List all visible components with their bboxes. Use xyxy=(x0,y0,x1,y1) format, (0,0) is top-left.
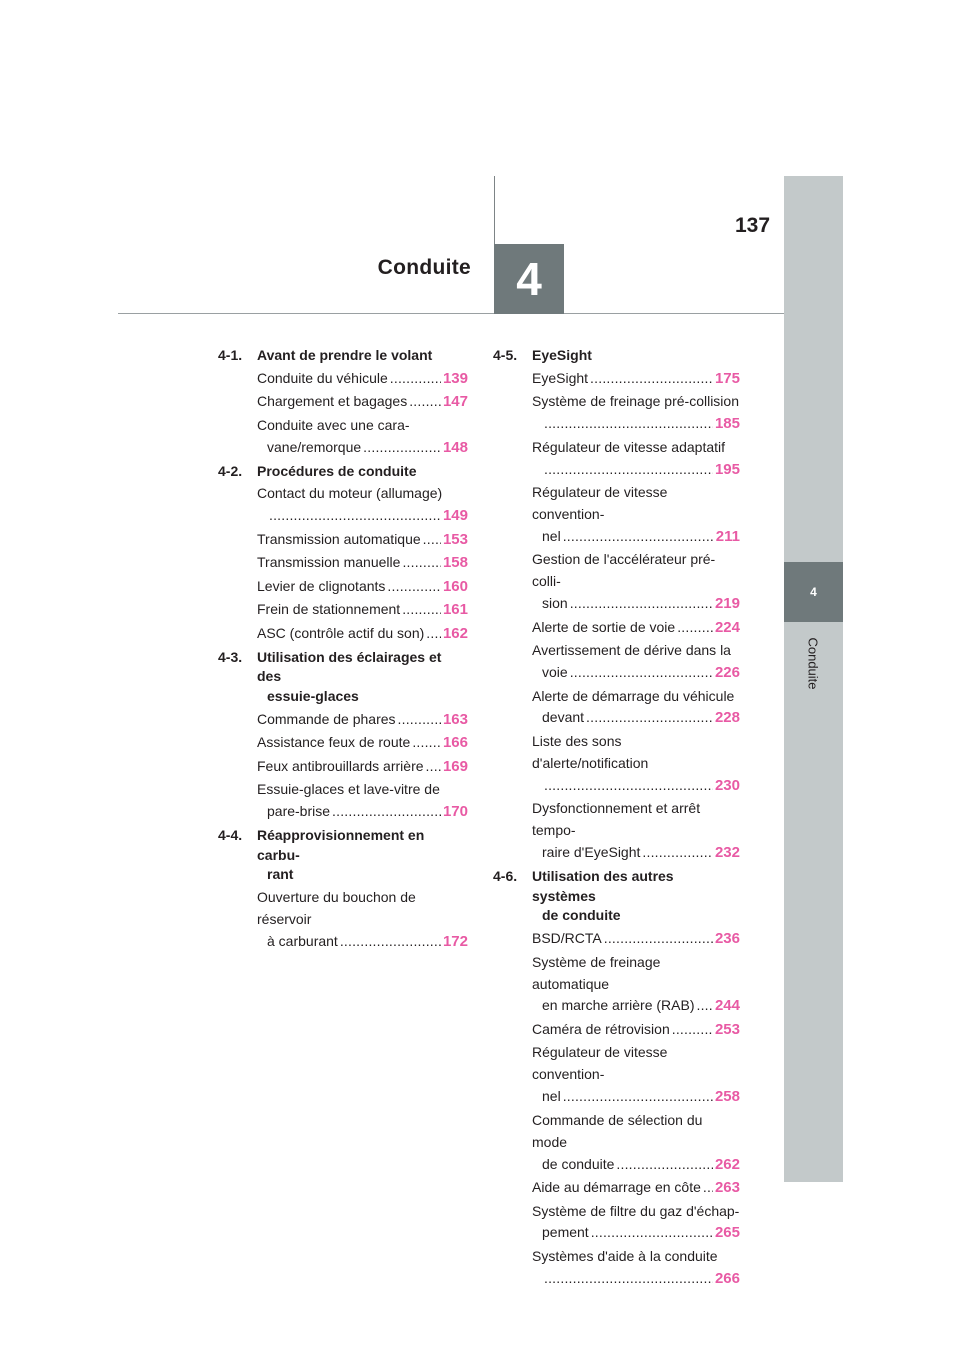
side-tab-number: 4 xyxy=(810,585,817,599)
page-reference-link[interactable]: 244 xyxy=(714,997,740,1015)
entry-title-line: Commande de sélection du mode xyxy=(532,1111,703,1150)
section-number: 4-3. xyxy=(218,648,243,665)
entry-leader-line xyxy=(257,756,468,778)
entry-title-line: Transmission automatique xyxy=(257,530,421,547)
toc-left-column xyxy=(218,346,468,954)
section-title xyxy=(257,826,468,885)
entry-leader-line xyxy=(532,1086,740,1108)
section-number: 4-1. xyxy=(218,347,243,363)
entry-leader-line xyxy=(257,801,468,823)
toc-entry[interactable] xyxy=(532,928,740,950)
entry-leader-line xyxy=(257,368,468,390)
dot-leader xyxy=(642,842,713,864)
entry-title-line: Régulateur de vitesse convention- xyxy=(532,1044,668,1083)
entry-title-line: à carburant xyxy=(267,932,338,949)
page-reference-link[interactable]: 226 xyxy=(714,664,740,682)
section-title-line: essuie-glaces xyxy=(267,687,359,704)
dot-leader xyxy=(590,368,713,390)
entry-title-line: Assistance feux de route xyxy=(257,734,411,751)
entry-leader-line xyxy=(257,552,468,574)
toc-entry[interactable] xyxy=(532,1110,740,1176)
dot-leader xyxy=(340,931,441,953)
dot-leader xyxy=(409,391,441,413)
toc-entry[interactable] xyxy=(532,1019,740,1041)
toc-entry[interactable] xyxy=(257,552,468,574)
entry-leader-line xyxy=(257,732,468,754)
dot-leader xyxy=(412,732,441,754)
entry-title-line: Frein de stationnement xyxy=(257,601,401,618)
entry-leader-line xyxy=(532,617,740,639)
toc-entry[interactable] xyxy=(257,623,468,645)
entry-leader-line xyxy=(257,931,468,953)
dot-leader xyxy=(544,775,713,797)
entry-title-line: Conduite du véhicule xyxy=(257,369,388,386)
toc-entry[interactable] xyxy=(532,640,740,684)
page-reference-link[interactable]: 224 xyxy=(714,618,740,636)
entry-title-line: ASC (contrôle actif du son) xyxy=(257,624,425,641)
toc-entry[interactable] xyxy=(257,576,468,598)
chapter-number: 4 xyxy=(516,253,542,305)
toc-entry[interactable] xyxy=(532,798,740,864)
dot-leader xyxy=(604,928,713,950)
page-reference-link[interactable]: 195 xyxy=(714,460,740,478)
dot-leader xyxy=(616,1154,713,1176)
entry-leader-line xyxy=(532,368,740,390)
entry-title-line: sion xyxy=(542,595,568,612)
entry-title-line: Caméra de rétrovision xyxy=(532,1020,670,1037)
page-reference-link[interactable]: 170 xyxy=(442,803,468,821)
entry-title-line: Contact du moteur (allumage) xyxy=(257,485,443,502)
section-title-line: Avant de prendre le volant xyxy=(257,347,433,363)
dot-leader xyxy=(703,1177,713,1199)
page-reference-link[interactable]: 185 xyxy=(714,415,740,433)
toc-entry[interactable] xyxy=(257,887,468,953)
toc-entry[interactable] xyxy=(532,1246,740,1290)
page-reference-link[interactable]: 149 xyxy=(442,507,468,525)
page-reference-link[interactable]: 163 xyxy=(442,710,468,728)
toc-entry[interactable] xyxy=(532,1177,740,1199)
entry-leader-line xyxy=(532,707,740,729)
section-title xyxy=(257,346,468,366)
dot-leader xyxy=(423,529,441,551)
toc-entry[interactable] xyxy=(257,756,468,778)
section-title xyxy=(532,346,740,366)
toc-entry[interactable] xyxy=(257,709,468,731)
entry-title-line: Gestion de l'accélérateur pré-colli- xyxy=(532,551,716,590)
toc-entry[interactable] xyxy=(532,731,740,797)
page-number: 137 xyxy=(735,214,771,237)
section-title-line: Réapprovisionnement en carbu- xyxy=(257,826,425,863)
entry-leader-line xyxy=(532,1268,740,1290)
dot-leader xyxy=(544,1268,713,1290)
entry-leader-line xyxy=(532,459,740,481)
dot-leader xyxy=(363,437,441,459)
entry-leader-line xyxy=(532,1019,740,1041)
toc-entry[interactable] xyxy=(532,549,740,615)
page-reference-link[interactable]: 265 xyxy=(714,1224,740,1242)
dot-leader xyxy=(426,756,441,778)
entry-leader-line xyxy=(532,1177,740,1199)
header-vertical-rule xyxy=(494,176,495,246)
toc-entry[interactable] xyxy=(257,391,468,413)
page-reference-link[interactable]: 169 xyxy=(442,757,468,775)
toc-section[interactable] xyxy=(218,826,468,885)
page-reference-link[interactable]: 263 xyxy=(714,1179,740,1197)
page-reference-link[interactable]: 160 xyxy=(442,577,468,595)
entry-leader-line xyxy=(532,995,740,1017)
section-number: 4-4. xyxy=(218,826,243,843)
page-reference-link[interactable]: 139 xyxy=(442,369,468,387)
entry-title-line: Systèmes d'aide à la conduite xyxy=(532,1247,718,1264)
toc-section[interactable] xyxy=(493,867,740,926)
page-reference-link[interactable]: 211 xyxy=(715,527,740,545)
toc-entry[interactable] xyxy=(532,1201,740,1245)
dot-leader xyxy=(387,576,441,598)
entry-title-line: Essuie-glaces et lave-vitre de xyxy=(257,781,440,798)
toc-section[interactable] xyxy=(218,346,468,366)
entry-title-line: BSD/RCTA xyxy=(532,930,602,947)
toc-entry[interactable] xyxy=(532,686,740,730)
dot-leader xyxy=(697,995,713,1017)
dot-leader xyxy=(544,459,713,481)
page-reference-link[interactable]: 172 xyxy=(442,932,468,950)
toc-section[interactable] xyxy=(493,346,740,366)
toc-entry[interactable] xyxy=(257,779,468,823)
page-reference-link[interactable]: 219 xyxy=(714,595,740,613)
entry-title-line: devant xyxy=(542,709,585,726)
section-title xyxy=(257,462,468,482)
entry-title-line: Levier de clignotants xyxy=(257,577,386,594)
dot-leader xyxy=(677,617,713,639)
entry-leader-line xyxy=(532,842,740,864)
entry-title-line: Alerte de sortie de voie xyxy=(532,618,676,635)
entry-title-line: Alerte de démarrage du véhicule xyxy=(532,687,735,704)
entry-leader-line xyxy=(257,437,468,459)
page-reference-link[interactable]: 148 xyxy=(442,438,468,456)
entry-leader-line xyxy=(532,526,740,548)
entry-leader-line xyxy=(257,599,468,621)
toc-entry[interactable] xyxy=(257,483,468,527)
entry-leader-line xyxy=(532,1154,740,1176)
toc-entry[interactable] xyxy=(257,732,468,754)
page-reference-link[interactable]: 232 xyxy=(714,844,740,862)
entry-leader-line xyxy=(257,623,468,645)
section-number: 4-5. xyxy=(493,347,518,363)
entry-title-line: Liste des sons d'alerte/notification xyxy=(532,732,649,771)
page-reference-link[interactable]: 266 xyxy=(714,1269,740,1287)
dot-leader xyxy=(390,368,441,390)
section-number: 4-2. xyxy=(218,462,243,479)
entry-title-line: voie xyxy=(542,664,568,681)
section-title xyxy=(532,867,740,926)
entry-leader-line xyxy=(532,662,740,684)
section-title-line: Utilisation des éclairages et des xyxy=(257,648,442,685)
page-reference-link[interactable]: 228 xyxy=(714,709,740,727)
entry-title-line: pare-brise xyxy=(267,803,331,820)
toc-entry[interactable] xyxy=(532,617,740,639)
dot-leader xyxy=(586,707,713,729)
dot-leader xyxy=(570,593,713,615)
toc-section[interactable] xyxy=(218,648,468,707)
dot-leader xyxy=(426,623,441,645)
section-number: 4-6. xyxy=(493,867,518,884)
page-reference-link[interactable]: 230 xyxy=(714,776,740,794)
dot-leader xyxy=(563,526,714,548)
entry-title-line: Feux antibrouillards arrière xyxy=(257,757,424,774)
entry-title-line: Aide au démarrage en côte xyxy=(532,1179,701,1196)
page-reference-link[interactable]: 262 xyxy=(714,1155,740,1173)
page-reference-link[interactable]: 258 xyxy=(714,1088,740,1106)
dot-leader xyxy=(402,599,441,621)
side-tab-label: Conduite xyxy=(805,637,821,690)
entry-title-line: Transmission manuelle xyxy=(257,554,401,571)
entry-leader-line xyxy=(257,505,468,527)
dot-leader xyxy=(591,1222,713,1244)
entry-title-line: EyeSight xyxy=(532,369,589,386)
page-reference-link[interactable]: 253 xyxy=(714,1020,740,1038)
dot-leader xyxy=(402,552,441,574)
page-reference-link[interactable]: 153 xyxy=(442,530,468,548)
entry-leader-line xyxy=(257,576,468,598)
entry-title-line: Ouverture du bouchon de réservoir xyxy=(257,889,416,927)
entry-title-line: Régulateur de vitesse convention- xyxy=(532,484,668,522)
toc-entry[interactable] xyxy=(257,529,468,551)
section-title xyxy=(257,648,468,707)
page-reference-link[interactable]: 162 xyxy=(442,624,468,642)
toc-entry[interactable] xyxy=(532,391,740,435)
toc-section[interactable] xyxy=(218,462,468,482)
section-title-line: Procédures de conduite xyxy=(257,462,417,479)
toc-entry[interactable] xyxy=(532,482,740,548)
entry-leader-line xyxy=(257,529,468,551)
entry-title-line: vane/remorque xyxy=(267,438,362,455)
entry-leader-line xyxy=(532,413,740,435)
entry-leader-line xyxy=(532,928,740,950)
page-reference-link[interactable]: 147 xyxy=(442,393,468,411)
entry-leader-line xyxy=(257,709,468,731)
section-title-line: EyeSight xyxy=(532,347,592,363)
section-title-line: Utilisation des autres systèmes xyxy=(532,867,674,904)
entry-title-line: de conduite xyxy=(542,1155,615,1172)
dot-leader xyxy=(398,709,441,731)
dot-leader xyxy=(544,413,713,435)
dot-leader xyxy=(672,1019,713,1041)
dot-leader xyxy=(269,505,441,527)
dot-leader xyxy=(332,801,441,823)
page-reference-link[interactable]: 161 xyxy=(442,601,468,619)
toc-right-column xyxy=(493,346,740,1291)
entry-title-line: Système de freinage automatique xyxy=(532,953,661,992)
toc-entry[interactable] xyxy=(257,415,468,459)
toc-entry[interactable] xyxy=(532,368,740,390)
entry-title-line: raire d'EyeSight xyxy=(542,844,641,861)
entry-title-line: Chargement et bagages xyxy=(257,393,408,410)
chapter-title: Conduite xyxy=(377,256,471,279)
page-reference-link[interactable]: 166 xyxy=(442,734,468,752)
entry-leader-line xyxy=(532,775,740,797)
side-index-tab[interactable] xyxy=(784,562,843,622)
page-reference-link[interactable]: 158 xyxy=(442,554,468,572)
entry-leader-line xyxy=(532,1222,740,1244)
entry-title-line: nel xyxy=(542,527,561,544)
entry-title-line: pement xyxy=(542,1224,589,1241)
entry-title-line: Système de filtre du gaz d'échap- xyxy=(532,1202,740,1219)
section-title-line: rant xyxy=(267,866,294,883)
page-reference-link[interactable]: 236 xyxy=(714,930,740,948)
dot-leader xyxy=(563,1086,713,1108)
entry-title-line: Avertissement de dérive dans la xyxy=(532,642,731,659)
toc-entry[interactable] xyxy=(532,437,740,481)
header-horizontal-rule xyxy=(118,313,784,314)
entry-title-line: Système de freinage pré-collision xyxy=(532,393,739,410)
entry-title-line: en marche arrière (RAB) xyxy=(542,997,695,1014)
entry-leader-line xyxy=(257,391,468,413)
toc-entry[interactable] xyxy=(257,599,468,621)
entry-leader-line xyxy=(532,593,740,615)
page-reference-link[interactable]: 175 xyxy=(714,369,740,387)
entry-title-line: nel xyxy=(542,1088,561,1105)
chapter-number-box xyxy=(494,244,564,314)
toc-entry[interactable] xyxy=(532,952,740,1018)
entry-title-line: Régulateur de vitesse adaptatif xyxy=(532,438,726,455)
entry-title-line: Commande de phares xyxy=(257,710,396,727)
dot-leader xyxy=(570,662,713,684)
toc-entry[interactable] xyxy=(257,368,468,390)
toc-entry[interactable] xyxy=(532,1042,740,1108)
entry-title-line: Conduite avec une cara- xyxy=(257,416,410,433)
section-title-line: de conduite xyxy=(542,907,621,924)
entry-title-line: Dysfonctionnement et arrêt tempo- xyxy=(532,800,701,839)
